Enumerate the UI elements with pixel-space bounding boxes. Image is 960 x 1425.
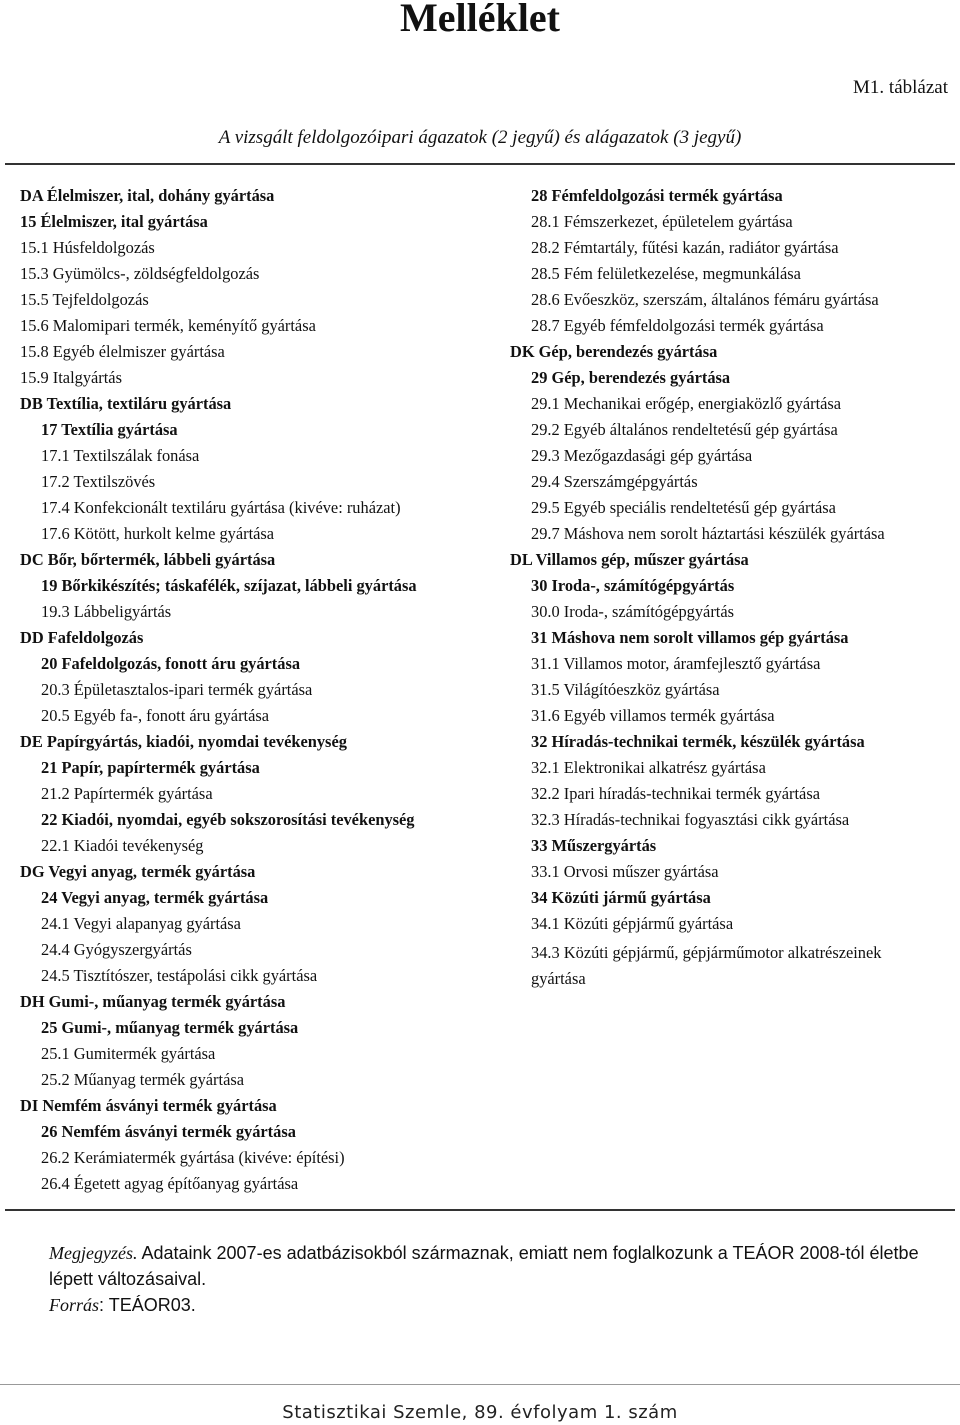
list-item: 29.3 Mezőgazdasági gép gyártása bbox=[531, 446, 753, 465]
list-item: 33.1 Orvosi műszer gyártása bbox=[531, 862, 719, 881]
list-item: 28.5 Fém felületkezelése, megmunkálása bbox=[531, 264, 801, 283]
list-item: 20.5 Egyéb fa-, fonott áru gyártása bbox=[41, 706, 270, 725]
list-item: 29.7 Máshova nem sorolt háztartási készülék gyártása bbox=[531, 524, 885, 543]
list-item: 25.1 Gumitermék gyártása bbox=[41, 1044, 216, 1063]
list-item: DL Villamos gép, műszer gyártása bbox=[510, 550, 749, 569]
list-item: 34 Közúti jármű gyártása bbox=[531, 888, 711, 907]
list-item: 29.2 Egyéb általános rendeltetésű gép gyártása bbox=[531, 420, 838, 439]
list-item: 33 Műszergyártás bbox=[531, 836, 657, 855]
list-item: 26.4 Égetett agyag építőanyag gyártása bbox=[41, 1174, 299, 1193]
list-item: DI Nemfém ásványi termék gyártása bbox=[20, 1096, 277, 1115]
list-item: 29.5 Egyéb speciális rendeltetésű gép gyártása bbox=[531, 498, 836, 517]
list-item: 15.5 Tejfeldolgozás bbox=[20, 290, 149, 309]
list-item: DB Textília, textiláru gyártása bbox=[20, 394, 232, 413]
list-item: 34.3 Közúti gépjármű, gépjárműmotor alkatrészeinek gyártása bbox=[531, 943, 882, 988]
list-item: 17.4 Konfekcionált textiláru gyártása (kivéve: ruházat) bbox=[41, 498, 401, 517]
left-column bbox=[20, 186, 495, 1200]
list-item: 24 Vegyi anyag, termék gyártása bbox=[41, 888, 269, 907]
source-label: Forrás bbox=[49, 1295, 100, 1315]
list-item: 25 Gumi-, műanyag termék gyártása bbox=[41, 1018, 299, 1037]
list-item: 32 Híradás-technikai termék, készülék gyártása bbox=[531, 732, 865, 751]
list-item: 28.6 Evőeszköz, szerszám, általános fémáru gyártása bbox=[531, 290, 879, 309]
list-item: DK Gép, berendezés gyártása bbox=[510, 342, 718, 361]
list-item: DG Vegyi anyag, termék gyártása bbox=[20, 862, 256, 881]
page-title: Melléklet bbox=[400, 0, 560, 40]
list-item: 17 Textília gyártása bbox=[41, 420, 178, 439]
list-item: 21 Papír, papírtermék gyártása bbox=[41, 758, 260, 777]
list-item: 15.6 Malomipari termék, keményítő gyártása bbox=[20, 316, 316, 335]
list-item: DC Bőr, bőrtermék, lábbeli gyártása bbox=[20, 550, 276, 569]
list-item: DA Élelmiszer, ital, dohány gyártása bbox=[20, 186, 275, 205]
list-item: 21.2 Papírtermék gyártása bbox=[41, 784, 213, 803]
list-item: 22 Kiadói, nyomdai, egyéb sokszorosítási tevékenység bbox=[41, 810, 415, 829]
list-item: 29.4 Szerszámgépgyártás bbox=[531, 472, 698, 491]
list-item: DE Papírgyártás, kiadói, nyomdai tevékenység bbox=[20, 732, 347, 751]
list-item: 26 Nemfém ásványi termék gyártása bbox=[41, 1122, 296, 1141]
list-item: 28.1 Fémszerkezet, épületelem gyártása bbox=[531, 212, 793, 231]
list-item: DD Fafeldolgozás bbox=[20, 628, 144, 647]
list-item: 15.9 Italgyártás bbox=[20, 368, 122, 387]
list-item: 31.6 Egyéb villamos termék gyártása bbox=[531, 706, 775, 725]
list-item: 22.1 Kiadói tevékenység bbox=[41, 836, 204, 855]
list-item: 17.1 Textilszálak fonása bbox=[41, 446, 200, 465]
table-label: M1. táblázat bbox=[853, 77, 948, 98]
right-column bbox=[510, 186, 955, 992]
list-item: 32.1 Elektronikai alkatrész gyártása bbox=[531, 758, 766, 777]
list-item: 24.4 Gyógyszergyártás bbox=[41, 940, 192, 959]
list-item: 15.8 Egyéb élelmiszer gyártása bbox=[20, 342, 225, 361]
list-item: 17.6 Kötött, hurkolt kelme gyártása bbox=[41, 524, 275, 543]
list-item: 15 Élelmiszer, ital gyártása bbox=[20, 212, 208, 231]
list-item: 15.3 Gyümölcs-, zöldségfeldolgozás bbox=[20, 264, 260, 283]
list-item: 19 Bőrkikészítés; táskafélék, szíjazat, lábbeli gyártása bbox=[41, 576, 417, 595]
footer-text: Statisztikai Szemle, 89. évfolyam 1. szám bbox=[282, 1402, 678, 1423]
list-item: 24.1 Vegyi alapanyag gyártása bbox=[41, 914, 241, 933]
list-item: 28 Fémfeldolgozási termék gyártása bbox=[531, 186, 783, 205]
notes bbox=[12, 1240, 948, 1318]
list-item: 15.1 Húsfeldolgozás bbox=[20, 238, 155, 257]
list-item: 26.2 Kerámiatermék gyártása (kivéve: építési) bbox=[41, 1148, 345, 1167]
list-item: 34.1 Közúti gépjármű gyártása bbox=[531, 914, 734, 933]
list-item: 17.2 Textilszövés bbox=[41, 472, 156, 491]
list-item: 31.1 Villamos motor, áramfejlesztő gyártása bbox=[531, 654, 821, 673]
list-item: 20.3 Épületasztalos-ipari termék gyártása bbox=[41, 680, 313, 699]
list-item: 19.3 Lábbeligyártás bbox=[41, 602, 172, 621]
list-item: 28.2 Fémtartály, fűtési kazán, radiátor gyártása bbox=[531, 238, 839, 257]
source-text: : TEÁOR03. bbox=[99, 1295, 196, 1315]
list-item: 31.5 Világítóeszköz gyártása bbox=[531, 680, 720, 699]
list-item: 29 Gép, berendezés gyártása bbox=[531, 368, 731, 387]
list-item: DH Gumi-, műanyag termék gyártása bbox=[20, 992, 286, 1011]
note-text: Adataink 2007-es adatbázisokból származnak, emiatt nem foglalkozunk a TEÁOR 2008-tól életbe lépett változásaival. bbox=[49, 1243, 919, 1289]
list-item: 24.5 Tisztítószer, testápolási cikk gyártása bbox=[41, 966, 318, 985]
source-paragraph bbox=[12, 1292, 948, 1318]
list-item: 32.3 Híradás-technikai fogyasztási cikk gyártása bbox=[531, 810, 850, 829]
list-item: 28.7 Egyéb fémfeldolgozási termék gyártása bbox=[531, 316, 824, 335]
list-item: 25.2 Műanyag termék gyártása bbox=[41, 1070, 244, 1089]
list-item: 31 Máshova nem sorolt villamos gép gyártása bbox=[531, 628, 849, 647]
table-caption: A vizsgált feldolgozóipari ágazatok (2 jegyű) és alágazatok (3 jegyű) bbox=[218, 127, 742, 148]
note-label: Megjegyzés. bbox=[49, 1243, 138, 1263]
list-item: 32.2 Ipari híradás-technikai termék gyártása bbox=[531, 784, 820, 803]
list-item: 30.0 Iroda-, számítógépgyártás bbox=[531, 602, 734, 621]
list-item: 30 Iroda-, számítógépgyártás bbox=[531, 576, 735, 595]
list-item: 29.1 Mechanikai erőgép, energiaközlő gyártása bbox=[531, 394, 842, 413]
note-paragraph bbox=[12, 1240, 948, 1292]
list-item: 20 Fafeldolgozás, fonott áru gyártása bbox=[41, 654, 301, 673]
